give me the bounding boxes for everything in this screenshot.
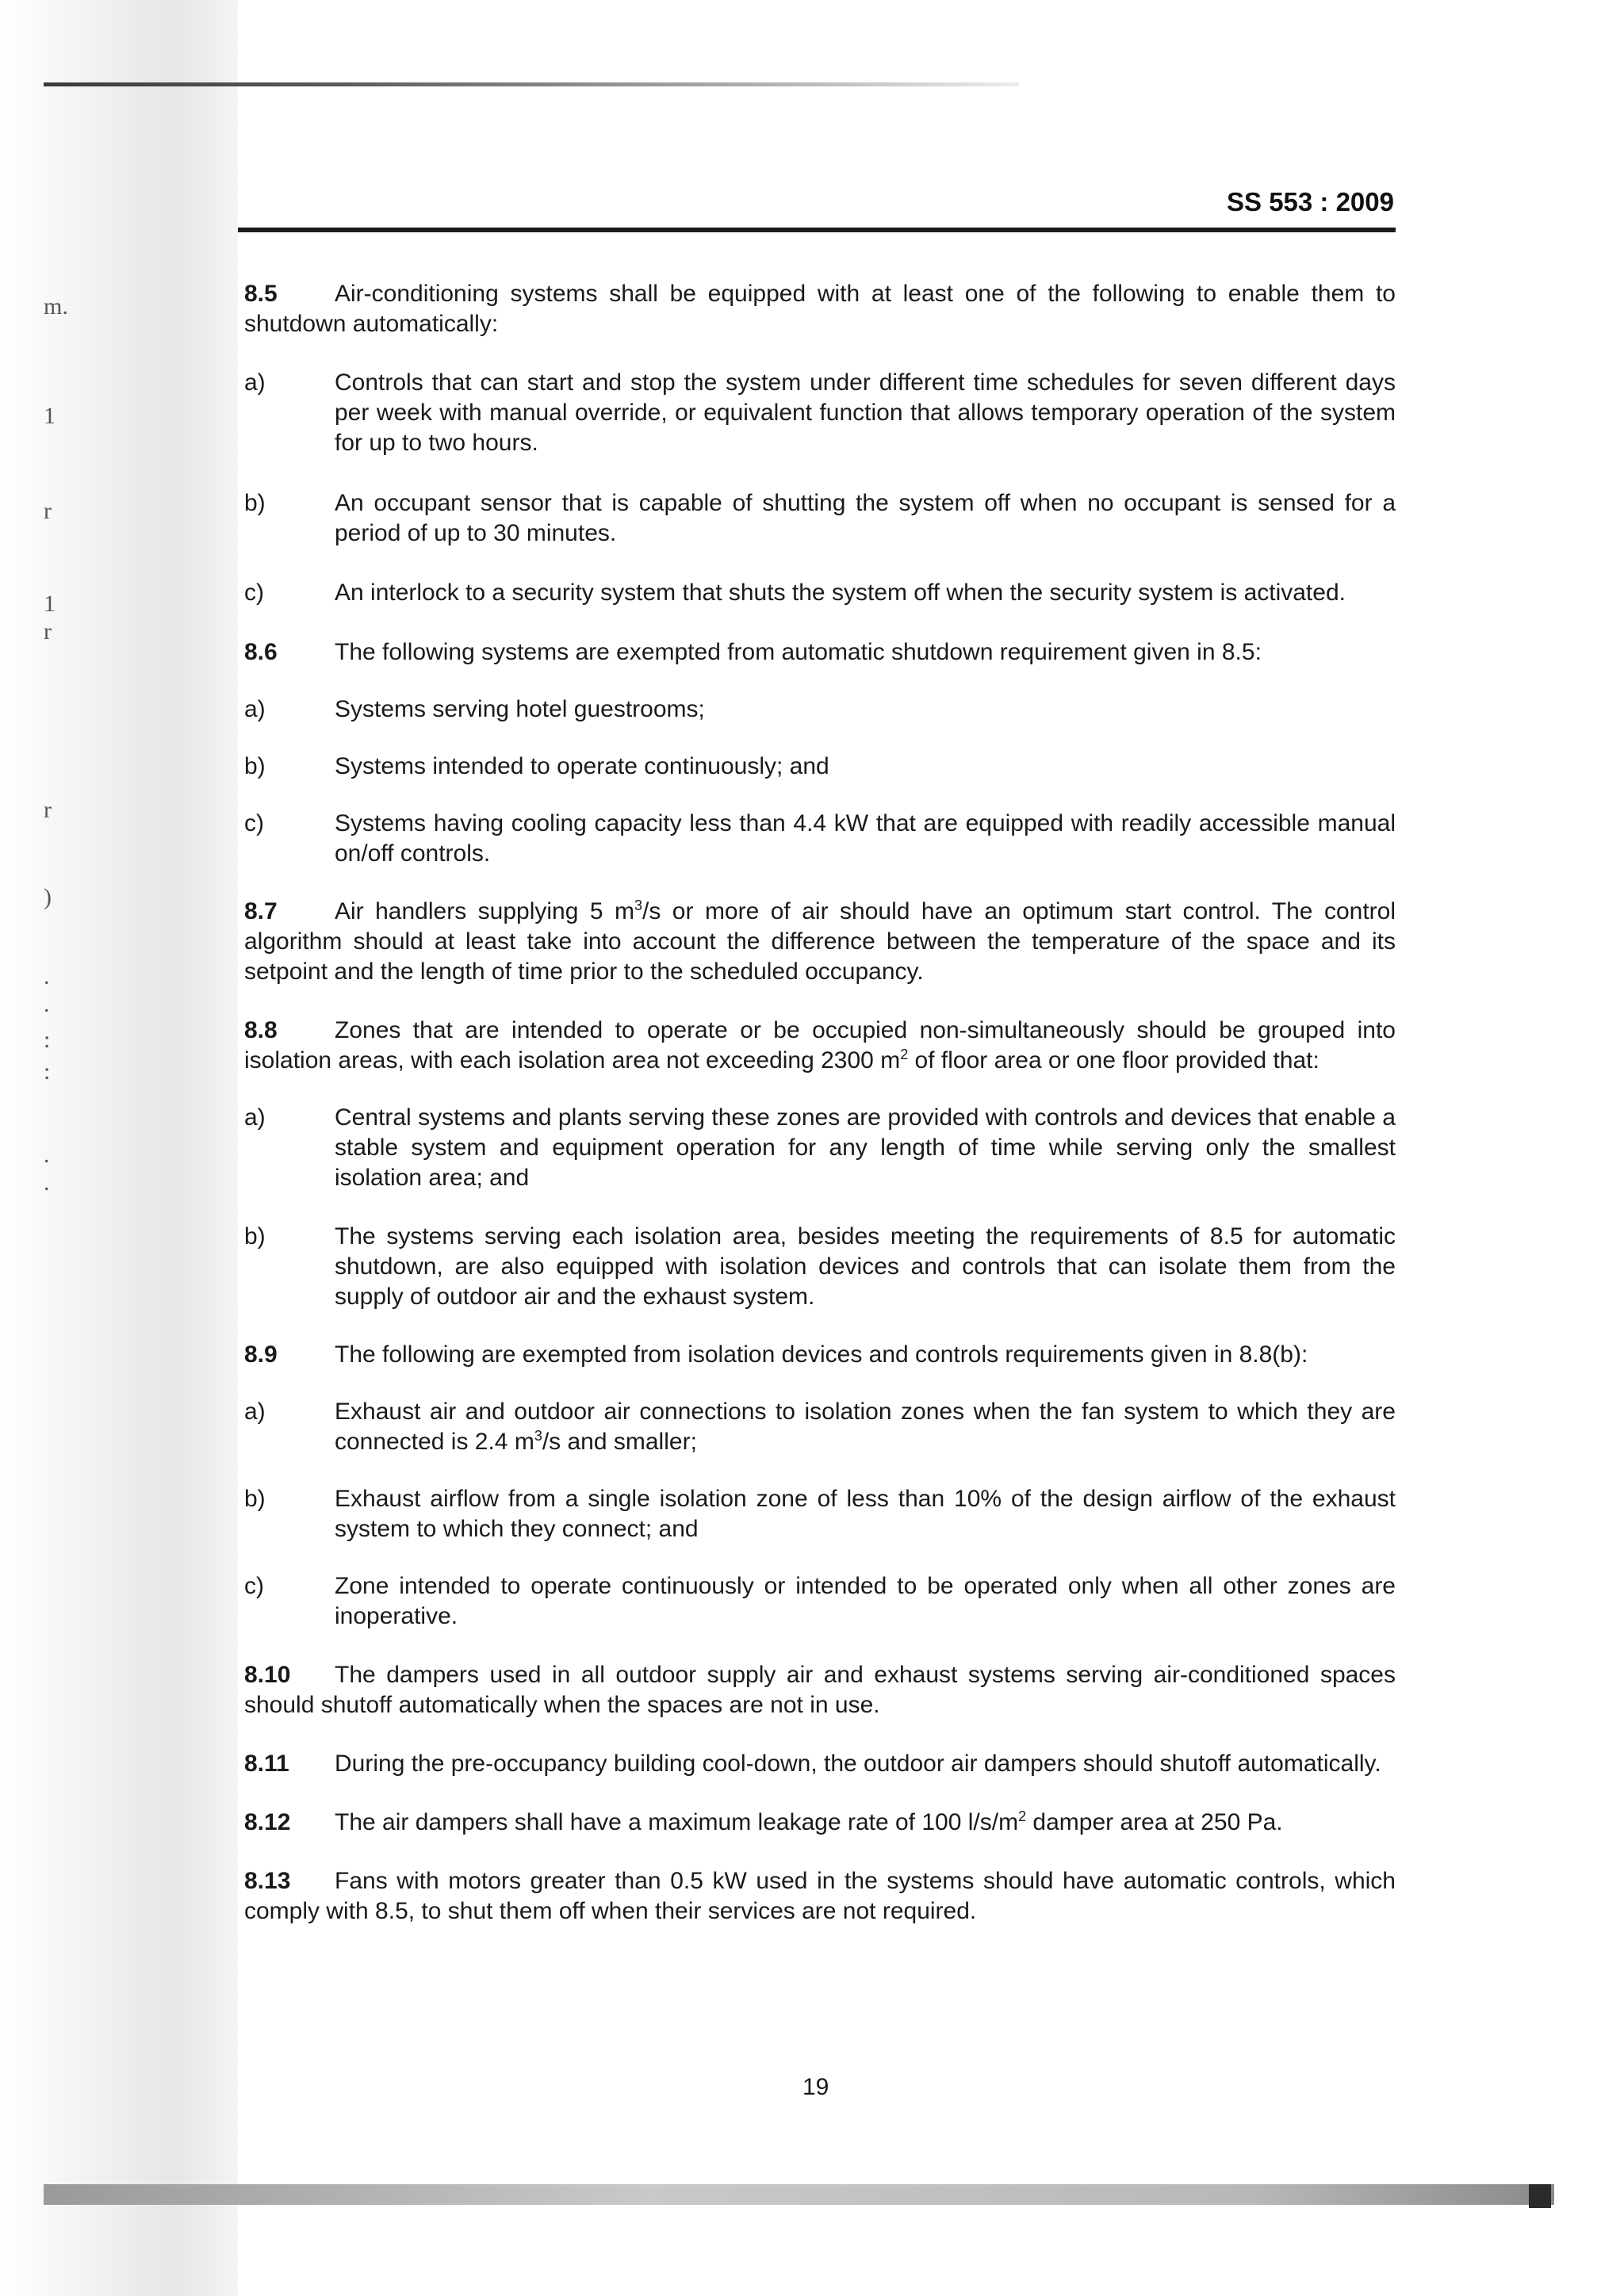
margin-mark: 1 (44, 591, 56, 617)
list-item-label: c) (244, 810, 264, 836)
list-item-text: Systems having cooling capacity less than 4.4 kW that are equipped with readily accessible manual on/off controls. (335, 810, 1396, 867)
clause-text: Zones that are intended to operate or be occupied non-simultaneously should be grouped into isolation areas, with each isolation area not exceeding 2300 m (244, 1017, 1396, 1073)
superscript: 3 (634, 897, 643, 913)
clause-text-cont: damper area at 250 Pa. (1026, 1809, 1283, 1835)
clause-8-7 (244, 897, 1396, 987)
left-margin-shadow (0, 0, 238, 2296)
clause-number: 8.5 (244, 281, 278, 307)
list-item (244, 1222, 1396, 1312)
header-rule (238, 228, 1396, 232)
list-item-label: a) (244, 369, 266, 396)
list-item-label: c) (244, 580, 264, 606)
list-item (244, 752, 1396, 782)
bottom-scan-band (44, 2184, 1554, 2205)
clause-text: The dampers used in all outdoor supply air and exhaust systems serving air-conditioned spaces should shutoff automatically when the spaces are not in use. (244, 1662, 1396, 1718)
list-item (244, 1571, 1396, 1632)
margin-mark: r (44, 797, 52, 823)
list-item-text: Systems intended to operate continuously; and (335, 753, 829, 779)
margin-mark: r (44, 618, 52, 645)
clause-text: Fans with motors greater than 0.5 kW used in the systems should have automatic controls, which comply with 8.5, to shut them off when their services are not required. (244, 1868, 1396, 1924)
clause-number: 8.7 (244, 898, 278, 924)
list-item (244, 1103, 1396, 1193)
clause-text: During the pre-occupancy building cool-down, the outdoor air dampers should shutoff automatically. (335, 1751, 1381, 1777)
list-item (244, 578, 1396, 608)
margin-mark: r (44, 498, 52, 524)
list-item-text: An interlock to a security system that shuts the system off when the security system is activated. (335, 580, 1346, 606)
top-scan-line (44, 82, 1019, 86)
clause-text: Air handlers supplying 5 m (335, 898, 634, 924)
list-item-text: An occupant sensor that is capable of shutting the system off when no occupant is sensed for a period of up to 30 minutes. (335, 490, 1396, 546)
clause-8-12 (244, 1808, 1396, 1838)
bottom-scan-mark (1529, 2184, 1551, 2208)
list-item-text-cont: /s and smaller; (542, 1429, 697, 1455)
clause-text: The following are exempted from isolation devices and controls requirements given in 8.8(b): (335, 1341, 1308, 1368)
margin-mark: ) (44, 884, 52, 910)
clause-number: 8.11 (244, 1751, 289, 1777)
list-item-label: a) (244, 696, 266, 722)
clause-8-11 (244, 1749, 1396, 1779)
clause-number: 8.10 (244, 1662, 291, 1688)
clause-number: 8.8 (244, 1017, 278, 1043)
list-item (244, 1397, 1396, 1457)
margin-mark: : (44, 1058, 51, 1085)
list-item-label: b) (244, 753, 266, 779)
standard-header-title: SS 553 : 2009 (1227, 187, 1394, 216)
list-item-label: c) (244, 1573, 264, 1599)
list-item-text: Zone intended to operate continuously or intended to be operated only when all other zones are inoperative. (335, 1573, 1396, 1629)
clause-number: 8.13 (244, 1868, 291, 1894)
clause-8-8 (244, 1016, 1396, 1076)
list-item-label: b) (244, 1223, 266, 1249)
clause-8-5 (244, 279, 1396, 339)
margin-mark: 1 (44, 403, 56, 429)
clause-text: The air dampers shall have a maximum leakage rate of 100 l/s/m (335, 1809, 1019, 1835)
clause-8-6 (244, 637, 1396, 668)
margin-mark: . (44, 1169, 50, 1196)
clause-8-9 (244, 1340, 1396, 1370)
margin-mark: . (44, 1142, 50, 1168)
list-item-text: Exhaust airflow from a single isolation zone of less than 10% of the design airflow of the exhaust system to which they connect; and (335, 1486, 1396, 1542)
clause-number: 8.6 (244, 639, 278, 665)
clause-text: Air-conditioning systems shall be equipped with at least one of the following to enable them to shutdown automatically: (244, 281, 1396, 337)
clause-number: 8.9 (244, 1341, 278, 1368)
list-item (244, 368, 1396, 458)
clause-text-cont: of floor area or one floor provided that: (908, 1047, 1320, 1073)
list-item-text: Exhaust air and outdoor air connections to isolation zones when the fan system to which they are connected is 2.4 m (335, 1399, 1396, 1455)
list-item-label: b) (244, 490, 266, 516)
clause-8-10 (244, 1660, 1396, 1720)
superscript: 2 (900, 1047, 909, 1062)
list-item-label: a) (244, 1399, 266, 1425)
clause-text-cont: /s or more of air should have an optimum start control. The control algorithm should at least take into account the difference between the temperature of the space and its setpoint and the length of time prior to the scheduled occupancy. (244, 898, 1396, 985)
superscript: 3 (534, 1428, 542, 1444)
list-item (244, 1484, 1396, 1544)
margin-mark: : (44, 1027, 51, 1053)
list-item (244, 695, 1396, 725)
list-item-label: a) (244, 1104, 266, 1131)
superscript: 2 (1018, 1808, 1027, 1824)
clause-text: The following systems are exempted from automatic shutdown requirement given in 8.5: (335, 639, 1262, 665)
list-item (244, 809, 1396, 869)
list-item (244, 488, 1396, 549)
document-body (244, 279, 1396, 1927)
margin-mark: . (44, 991, 50, 1017)
clause-number: 8.12 (244, 1809, 291, 1835)
margin-mark: . (44, 963, 50, 989)
clause-8-13 (244, 1866, 1396, 1927)
list-item-text: Central systems and plants serving these zones are provided with controls and devices that enable a stable system and equipment operation for any length of time while serving only the smallest isolation area; and (335, 1104, 1396, 1191)
list-item-label: b) (244, 1486, 266, 1512)
page-number: 19 (802, 2074, 829, 2100)
list-item-text: Controls that can start and stop the system under different time schedules for seven different days per week with manual override, or equivalent function that allows temporary operation of the system for up to two hours. (335, 369, 1396, 456)
margin-mark: m. (44, 293, 68, 320)
list-item-text: Systems serving hotel guestrooms; (335, 696, 705, 722)
list-item-text: The systems serving each isolation area, besides meeting the requirements of 8.5 for automatic shutdown, are also equipped with isolation devices and controls that can isolate them from the supply of outdoor air and the exhaust system. (335, 1223, 1396, 1310)
